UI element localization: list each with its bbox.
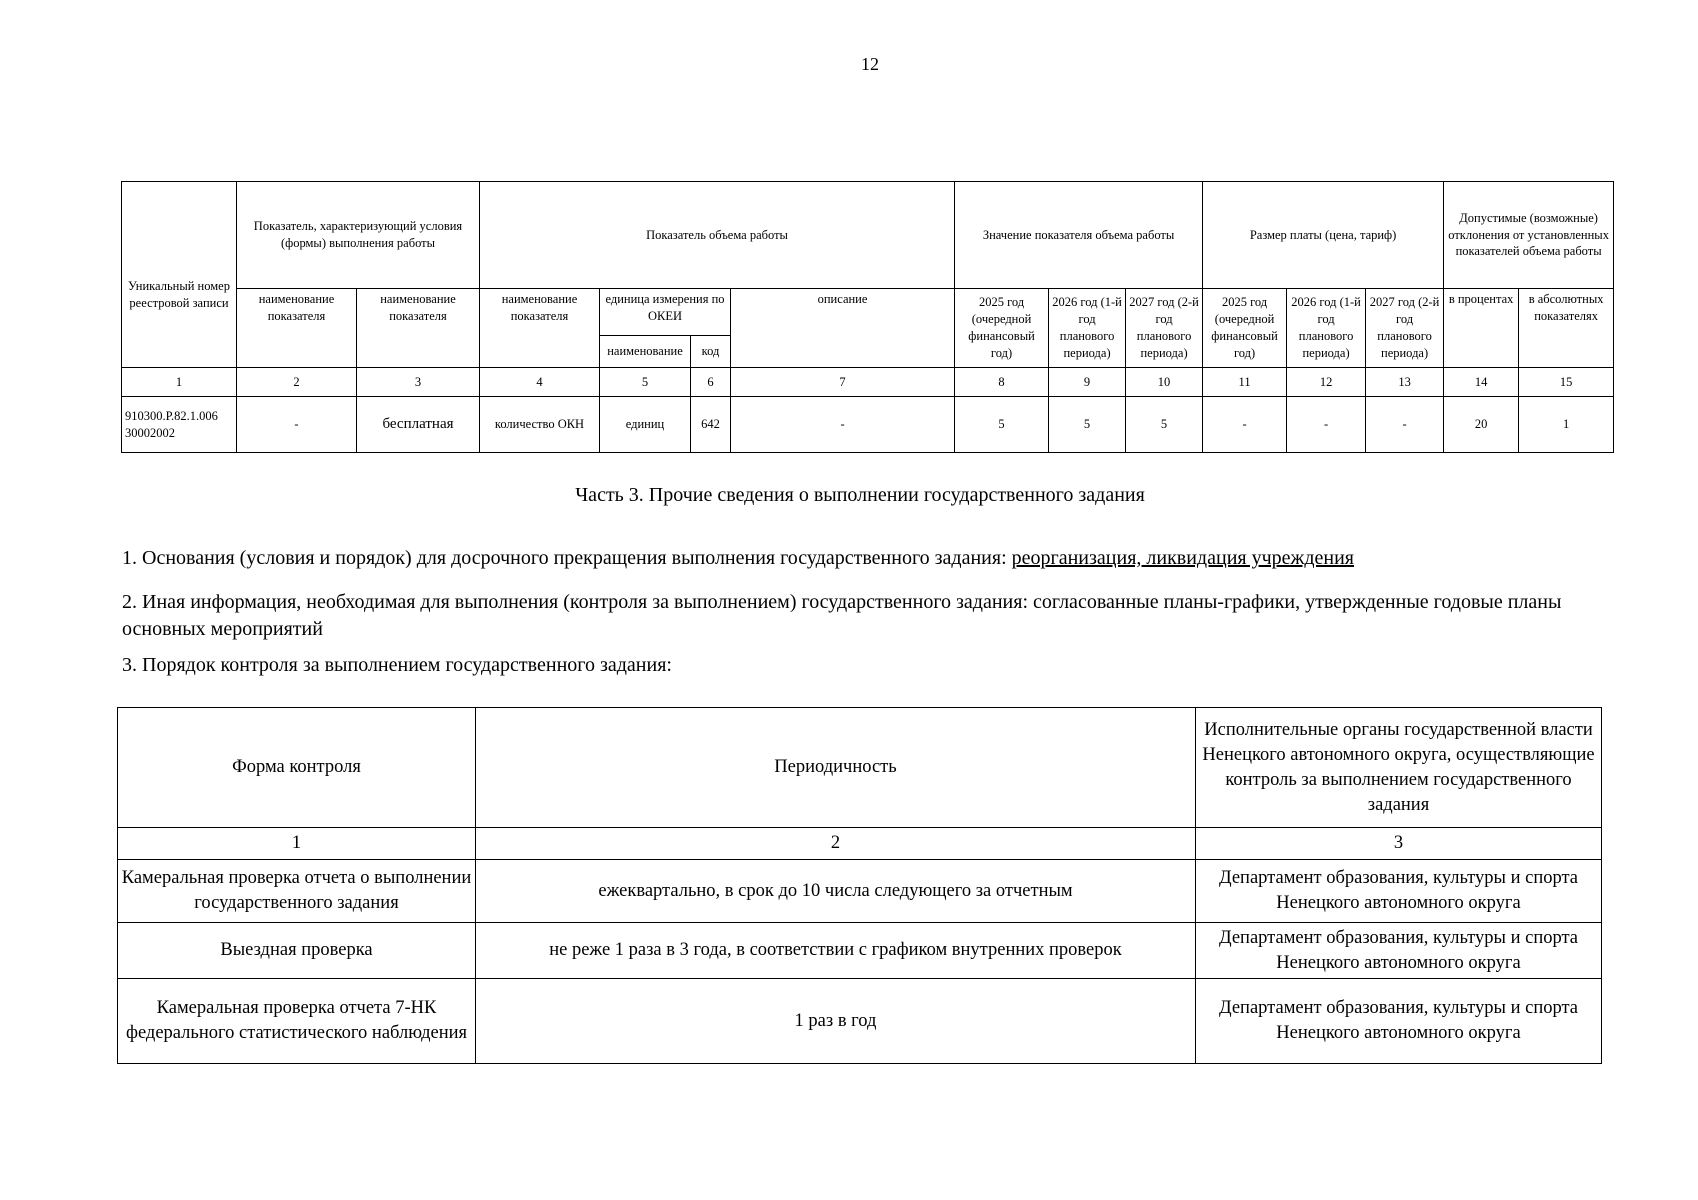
header-fee-2026: 2026 год (1-й год планового периода): [1287, 289, 1366, 368]
header-deviation-group: Допустимые (возможные) отклонения от установленных показателей объема работы: [1444, 182, 1614, 289]
condition-1: -: [237, 397, 357, 453]
unit-code: 642: [691, 397, 731, 453]
column-number: 1: [122, 368, 237, 397]
part3-item-3: 3. Порядок контроля за выполнением государственного задания:: [122, 654, 672, 676]
part3-item-2: 2. Иная информация, необходимая для выполнения (контроля за выполнением) государственного задания: согласованные планы-графики, утвержденные годовые планы основных мероприятий: [122, 591, 1562, 640]
part3-title: Часть 3. Прочие сведения о выполнении государственного задания: [575, 484, 1145, 506]
header-year-2025: 2025 год (очередной финансовый год): [955, 289, 1049, 368]
table-row: [118, 979, 1602, 1064]
header-unit-code: код: [691, 336, 731, 368]
column-number: 9: [1049, 368, 1126, 397]
header-unit-name: наименование: [600, 336, 691, 368]
part3-item-1: [122, 545, 1602, 572]
column-number: 4: [480, 368, 600, 397]
item1-value: реорганизация, ликвидация учреждения: [1011, 547, 1355, 569]
fee-2026: -: [1287, 397, 1366, 453]
fee-2027: -: [1366, 397, 1444, 453]
value-2025: 5: [955, 397, 1049, 453]
header-volume-group: Показатель объема работы: [480, 182, 955, 289]
column-number: 13: [1366, 368, 1444, 397]
column-number: 8: [955, 368, 1049, 397]
deviation-absolute: 1: [1519, 397, 1614, 453]
header-unit-okei: единица измерения по ОКЕИ: [600, 289, 731, 336]
control-body: Департамент образования, культуры и спорта Ненецкого автономного округа: [1196, 923, 1602, 979]
indicator: количество ОКН: [480, 397, 600, 453]
item1-text: 1. Основания (условия и порядок) для досрочного прекращения выполнения государственного задания:: [122, 547, 1012, 569]
header-value-group: Значение показателя объема работы: [955, 182, 1203, 289]
header-indicator-name-1: наименование показателя: [237, 289, 357, 368]
control-form: Выездная проверка: [118, 923, 476, 979]
periodicity: ежеквартально, в срок до 10 числа следующего за отчетным: [476, 860, 1196, 923]
deviation-percent: 20: [1444, 397, 1519, 453]
volume-indicators-table: [121, 181, 1614, 453]
registry-number: 910300.Р.82.1.006 30002002: [122, 397, 237, 453]
column-number: 3: [357, 368, 480, 397]
column-number: 5: [600, 368, 691, 397]
header-fee-2025: 2025 год (очередной финансовый год): [1203, 289, 1287, 368]
header-unique-number: Уникальный номер реестровой записи: [122, 182, 237, 368]
header-percent: в процентах: [1444, 289, 1519, 368]
control-form: Камеральная проверка отчета о выполнении государственного задания: [118, 860, 476, 923]
header-periodicity: Периодичность: [476, 708, 1196, 828]
header-year-2027: 2027 год (2-й год планового периода): [1126, 289, 1203, 368]
value-2027: 5: [1126, 397, 1203, 453]
column-number: 12: [1287, 368, 1366, 397]
header-control-bodies: Исполнительные органы государственной власти Ненецкого автономного округа, осуществляющие контроль за выполнением государственного задания: [1196, 708, 1602, 828]
control-body: Департамент образования, культуры и спорта Ненецкого автономного округа: [1196, 860, 1602, 923]
header-description: описание: [731, 289, 955, 368]
fee-2025: -: [1203, 397, 1287, 453]
periodicity: 1 раз в год: [476, 979, 1196, 1064]
column-number: 2: [237, 368, 357, 397]
column-number: 15: [1519, 368, 1614, 397]
condition-2: бесплатная: [357, 397, 480, 453]
header-fee-group: Размер платы (цена, тариф): [1203, 182, 1444, 289]
column-number: 11: [1203, 368, 1287, 397]
description: -: [731, 397, 955, 453]
table-row: [118, 860, 1602, 923]
header-indicator-name-2: наименование показателя: [357, 289, 480, 368]
header-absolute: в абсолютных показателях: [1519, 289, 1614, 368]
periodicity: не реже 1 раза в 3 года, в соответствии с графиком внутренних проверок: [476, 923, 1196, 979]
column-number: 1: [118, 828, 476, 860]
header-indicator-name-3: наименование показателя: [480, 289, 600, 368]
value-2026: 5: [1049, 397, 1126, 453]
header-conditions-group: Показатель, характеризующий условия (формы) выполнения работы: [237, 182, 480, 289]
column-number: 6: [691, 368, 731, 397]
header-control-form: Форма контроля: [118, 708, 476, 828]
column-number: 3: [1196, 828, 1602, 860]
page-number: 12: [861, 54, 879, 74]
unit-name: единиц: [600, 397, 691, 453]
column-number: 10: [1126, 368, 1203, 397]
table-row: [122, 397, 1614, 453]
header-year-2026: 2026 год (1-й год планового периода): [1049, 289, 1126, 368]
header-fee-2027: 2027 год (2-й год планового периода): [1366, 289, 1444, 368]
control-body: Департамент образования, культуры и спорта Ненецкого автономного округа: [1196, 979, 1602, 1064]
table-row: [118, 923, 1602, 979]
control-form: Камеральная проверка отчета 7-НК федерального статистического наблюдения: [118, 979, 476, 1064]
column-number: 7: [731, 368, 955, 397]
column-number: 14: [1444, 368, 1519, 397]
column-number: 2: [476, 828, 1196, 860]
control-table: [117, 707, 1602, 1064]
